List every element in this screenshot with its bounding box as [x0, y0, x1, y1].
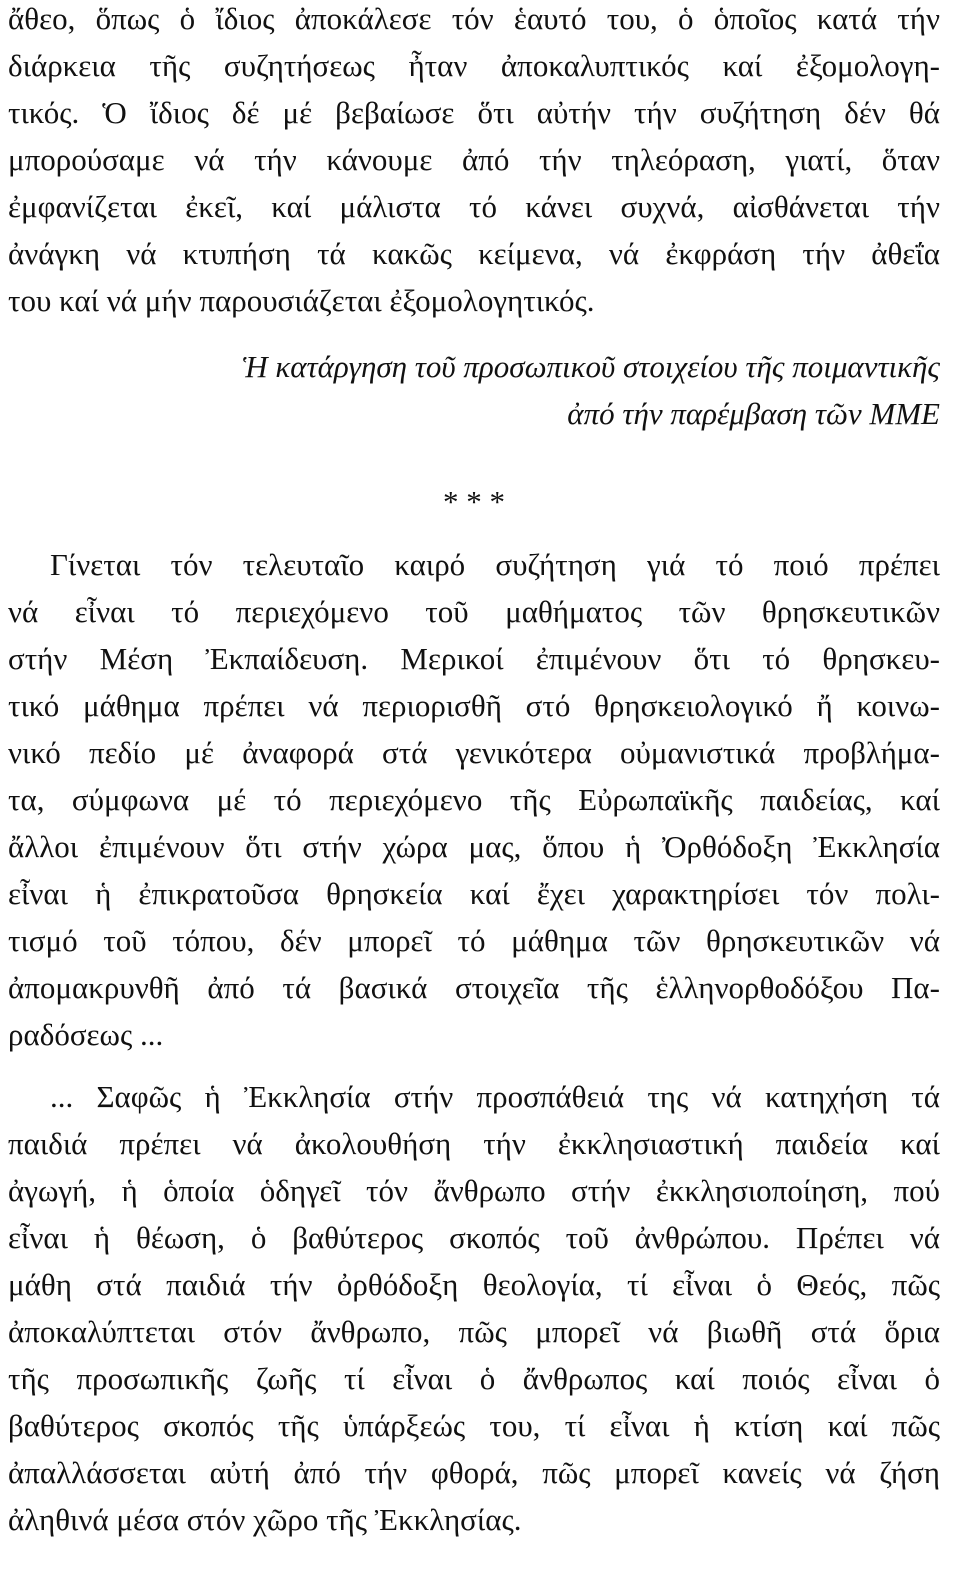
text-line: εἶναι ἡ ἐπικρατοῦσα θρησκεία καί ἔχει χαρακτηρίσει τόν πολι-	[8, 876, 940, 911]
text-line: στήν Μέση Ἐκπαίδευση. Μερικοί ἐπιμένουν ὅτι τό θρησκευ-	[8, 641, 940, 676]
text-line: του καί νά μήν παρουσιάζεται ἐξομολογητικός.	[8, 283, 595, 318]
section-separator: * * *	[443, 484, 505, 519]
text-line: τισμό τοῦ τόπου, δέν μπορεῖ τό μάθημα τῶν θρησκευτικῶν νά	[8, 923, 940, 958]
text-line: ἀληθινά μέσα στόν χῶρο τῆς Ἐκκλησίας.	[8, 1502, 522, 1537]
section-heading-line-1: Ἡ κατάργηση τοῦ προσωπικοῦ στοιχείου τῆς ποιμαντικῆς	[242, 349, 940, 384]
text-line: ἄθεο, ὅπως ὁ ἴδιος ἀποκάλεσε τόν ἑαυτό του, ὁ ὁποῖος κατά τήν	[8, 1, 940, 36]
text-line: τα, σύμφωνα μέ τό περιεχόμενο τῆς Εὐρωπαϊκῆς παιδείας, καί	[8, 782, 940, 817]
text-line: ἀγωγή, ἡ ὁποία ὁδηγεῖ τόν ἄνθρωπο στήν ἐκκλησιοποίηση, πού	[8, 1173, 940, 1208]
text-line: μάθη στά παιδιά τήν ὀρθόδοξη θεολογία, τί εἶναι ὁ Θεός, πῶς	[8, 1267, 940, 1302]
text-line: τικό μάθημα πρέπει νά περιορισθῆ στό θρησκειολογικό ἤ κοινω-	[8, 688, 940, 723]
text-line: ἐμφανίζεται ἐκεῖ, καί μάλιστα τό κάνει συχνά, αἰσθάνεται τήν	[8, 189, 940, 224]
text-line: ἀπομακρυνθῆ ἀπό τά βασικά στοιχεῖα τῆς ἑλληνορθοδόξου Πα-	[8, 970, 940, 1005]
text-line: τικός. Ὁ ἴδιος δέ μέ βεβαίωσε ὅτι αὐτήν τήν συζήτηση δέν θά	[8, 95, 940, 130]
paragraph-start: ... Σαφῶς ἡ Ἐκκλησία στήν προσπάθειά της νά κατηχήση τά	[50, 1079, 940, 1114]
text-line: ἄλλοι ἐπιμένουν ὅτι στήν χώρα μας, ὅπου ἡ Ὀρθόδοξη Ἐκκλησία	[8, 829, 940, 864]
text-line: βαθύτερος σκοπός τῆς ὑπάρξεώς του, τί εἶναι ἡ κτίση καί πῶς	[8, 1408, 940, 1443]
text-line: νικό πεδίο μέ ἀναφορά στά γενικότερα οὐμανιστικά προβλήμα-	[8, 735, 940, 770]
text-line: ἀπαλλάσσεται αὐτή ἀπό τήν φθορά, πῶς μπορεῖ κανείς νά ζήση	[8, 1455, 940, 1490]
text-line: ἀνάγκη νά κτυπήση τά κακῶς κείμενα, νά ἐκφράση τήν ἀθεΐα	[8, 236, 940, 271]
text-line: παιδιά πρέπει νά ἀκολουθήση τήν ἐκκλησιαστική παιδεία καί	[8, 1126, 940, 1161]
text-line: διάρκεια τῆς συζητήσεως ἦταν ἀποκαλυπτικός καί ἐξομολογη-	[8, 48, 940, 83]
text-line: εἶναι ἡ θέωση, ὁ βαθύτερος σκοπός τοῦ ἀνθρώπου. Πρέπει νά	[8, 1220, 940, 1255]
paragraph-start: Γίνεται τόν τελευταῖο καιρό συζήτηση γιά τό ποιό πρέπει	[50, 547, 940, 582]
text-line: τῆς προσωπικῆς ζωῆς τί εἶναι ὁ ἄνθρωπος καί ποιός εἶναι ὁ	[8, 1361, 940, 1396]
text-line: ἀποκαλύπτεται στόν ἄνθρωπο, πῶς μπορεῖ νά βιωθῆ στά ὅρια	[8, 1314, 940, 1349]
text-line: νά εἶναι τό περιεχόμενο τοῦ μαθήματος τῶν θρησκευτικῶν	[8, 594, 940, 629]
section-heading-line-2: ἀπό τήν παρέμβαση τῶν ΜΜΕ	[567, 396, 940, 431]
text-line: ραδόσεως ...	[8, 1017, 164, 1052]
text-line: μπορούσαμε νά τήν κάνουμε ἀπό τήν τηλεόραση, γιατί, ὅταν	[8, 142, 940, 177]
